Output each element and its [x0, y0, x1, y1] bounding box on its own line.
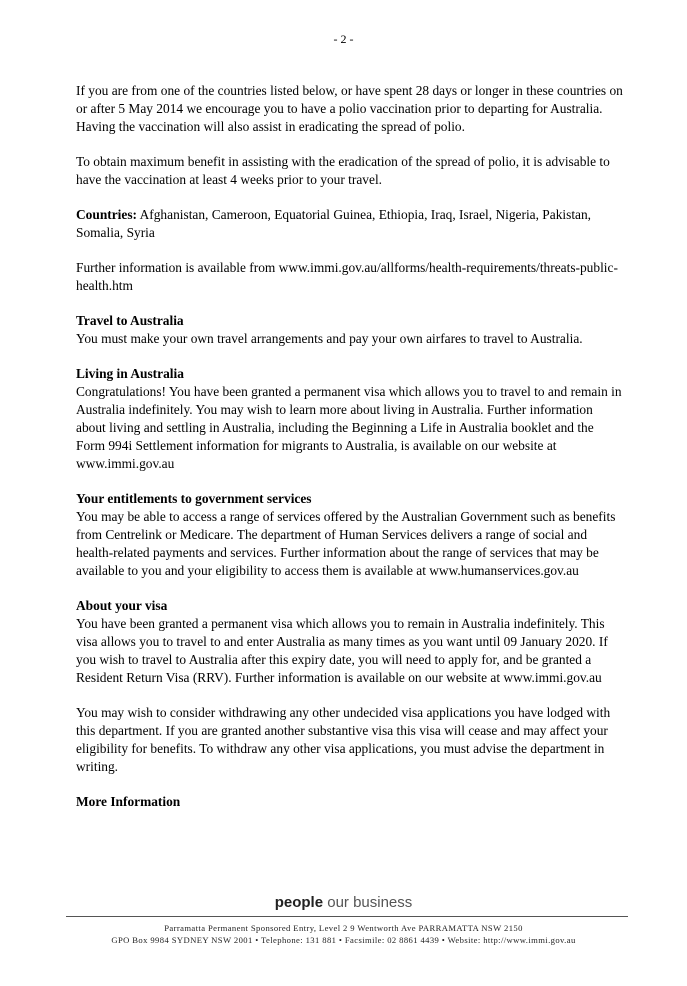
entitlements-heading: Your entitlements to government services — [76, 491, 312, 506]
visa-section — [76, 597, 624, 687]
footer-address-line-1: Parramatta Permanent Sponsored Entry, Level 2 9 Wentworth Ave PARRAMATTA NSW 2150 — [164, 923, 523, 933]
slogan-bold: people — [274, 894, 324, 911]
slogan-light: our business — [323, 894, 413, 911]
entitlements-body: You may be able to access a range of services offered by the Australian Government such as benefits from Centrelink or Medicare. The department of Human Services delivers a range of social and health-related payments and services. Further information about the range of services that may be available to you and your eligibility to access them is available at www.humanservices.gov.au — [76, 509, 616, 578]
visa-heading: About your visa — [76, 598, 168, 613]
polio-paragraph-2: To obtain maximum benefit in assisting with the eradication of the spread of polio, it is advisable to have the vaccination at least 4 weeks prior to your travel. — [76, 154, 610, 187]
more-info-heading: More Information — [76, 794, 181, 809]
travel-section — [76, 312, 624, 348]
countries-list: Afghanistan, Cameroon, Equatorial Guinea, Ethiopia, Iraq, Israel, Nigeria, Pakistan, Somalia, Syria — [76, 207, 592, 240]
footer-slogan — [0, 894, 687, 912]
living-body: Congratulations! You have been granted a permanent visa which allows you to travel to and remain in Australia indefinitely. You may wish to learn more about living in Australia. Further information about living and settling in Australia, including the Beginning a Life in Australia booklet and the Form 994i Settlement information for migrants to Australia, is available on our website at www.immi.gov.au — [76, 384, 622, 471]
footer-address-line-2: GPO Box 9984 SYDNEY NSW 2001 • Telephone: 131 881 • Facsimile: 02 8861 4439 • Website: http://www.immi.gov.au — [111, 935, 576, 945]
page-number: - 2 - — [333, 32, 354, 46]
travel-body: You must make your own travel arrangements and pay your own airfares to travel to Australia. — [76, 331, 583, 346]
footer-divider — [66, 916, 628, 917]
living-heading: Living in Australia — [76, 366, 184, 381]
polio-paragraph-1: If you are from one of the countries listed below, or have spent 28 days or longer in these countries on or after 5 May 2014 we encourage you to have a polio vaccination prior to departing for Australia. Having the vaccination will also assist in eradicating the spread of polio. — [76, 83, 623, 134]
visa-body: You have been granted a permanent visa which allows you to remain in Australia indefinitely. This visa allows you to travel to and enter Australia as many times as you want until 09 January 2020. If you wish to travel to Australia after this expiry date, you will need to apply for, and be granted a Resident Return Visa (RRV). Further information is available on our website at www.immi.gov.au — [76, 616, 608, 685]
travel-heading: Travel to Australia — [76, 313, 184, 328]
letter-body — [76, 82, 624, 828]
entitlements-section — [76, 490, 624, 580]
countries-paragraph — [76, 206, 624, 242]
more-info-section — [76, 793, 624, 811]
withdraw-paragraph: You may wish to consider withdrawing any other undecided visa applications you have lodged with this department. If you are granted another substantive visa this visa will cease and may affect your eligibility for benefits. To withdraw any other visa applications, you must advise the department in writing. — [76, 705, 611, 774]
living-section — [76, 365, 624, 473]
polio-further-info: Further information is available from www.immi.gov.au/allforms/health-requirements/threats-public-health.htm — [76, 260, 618, 293]
countries-label: Countries: — [76, 207, 137, 222]
